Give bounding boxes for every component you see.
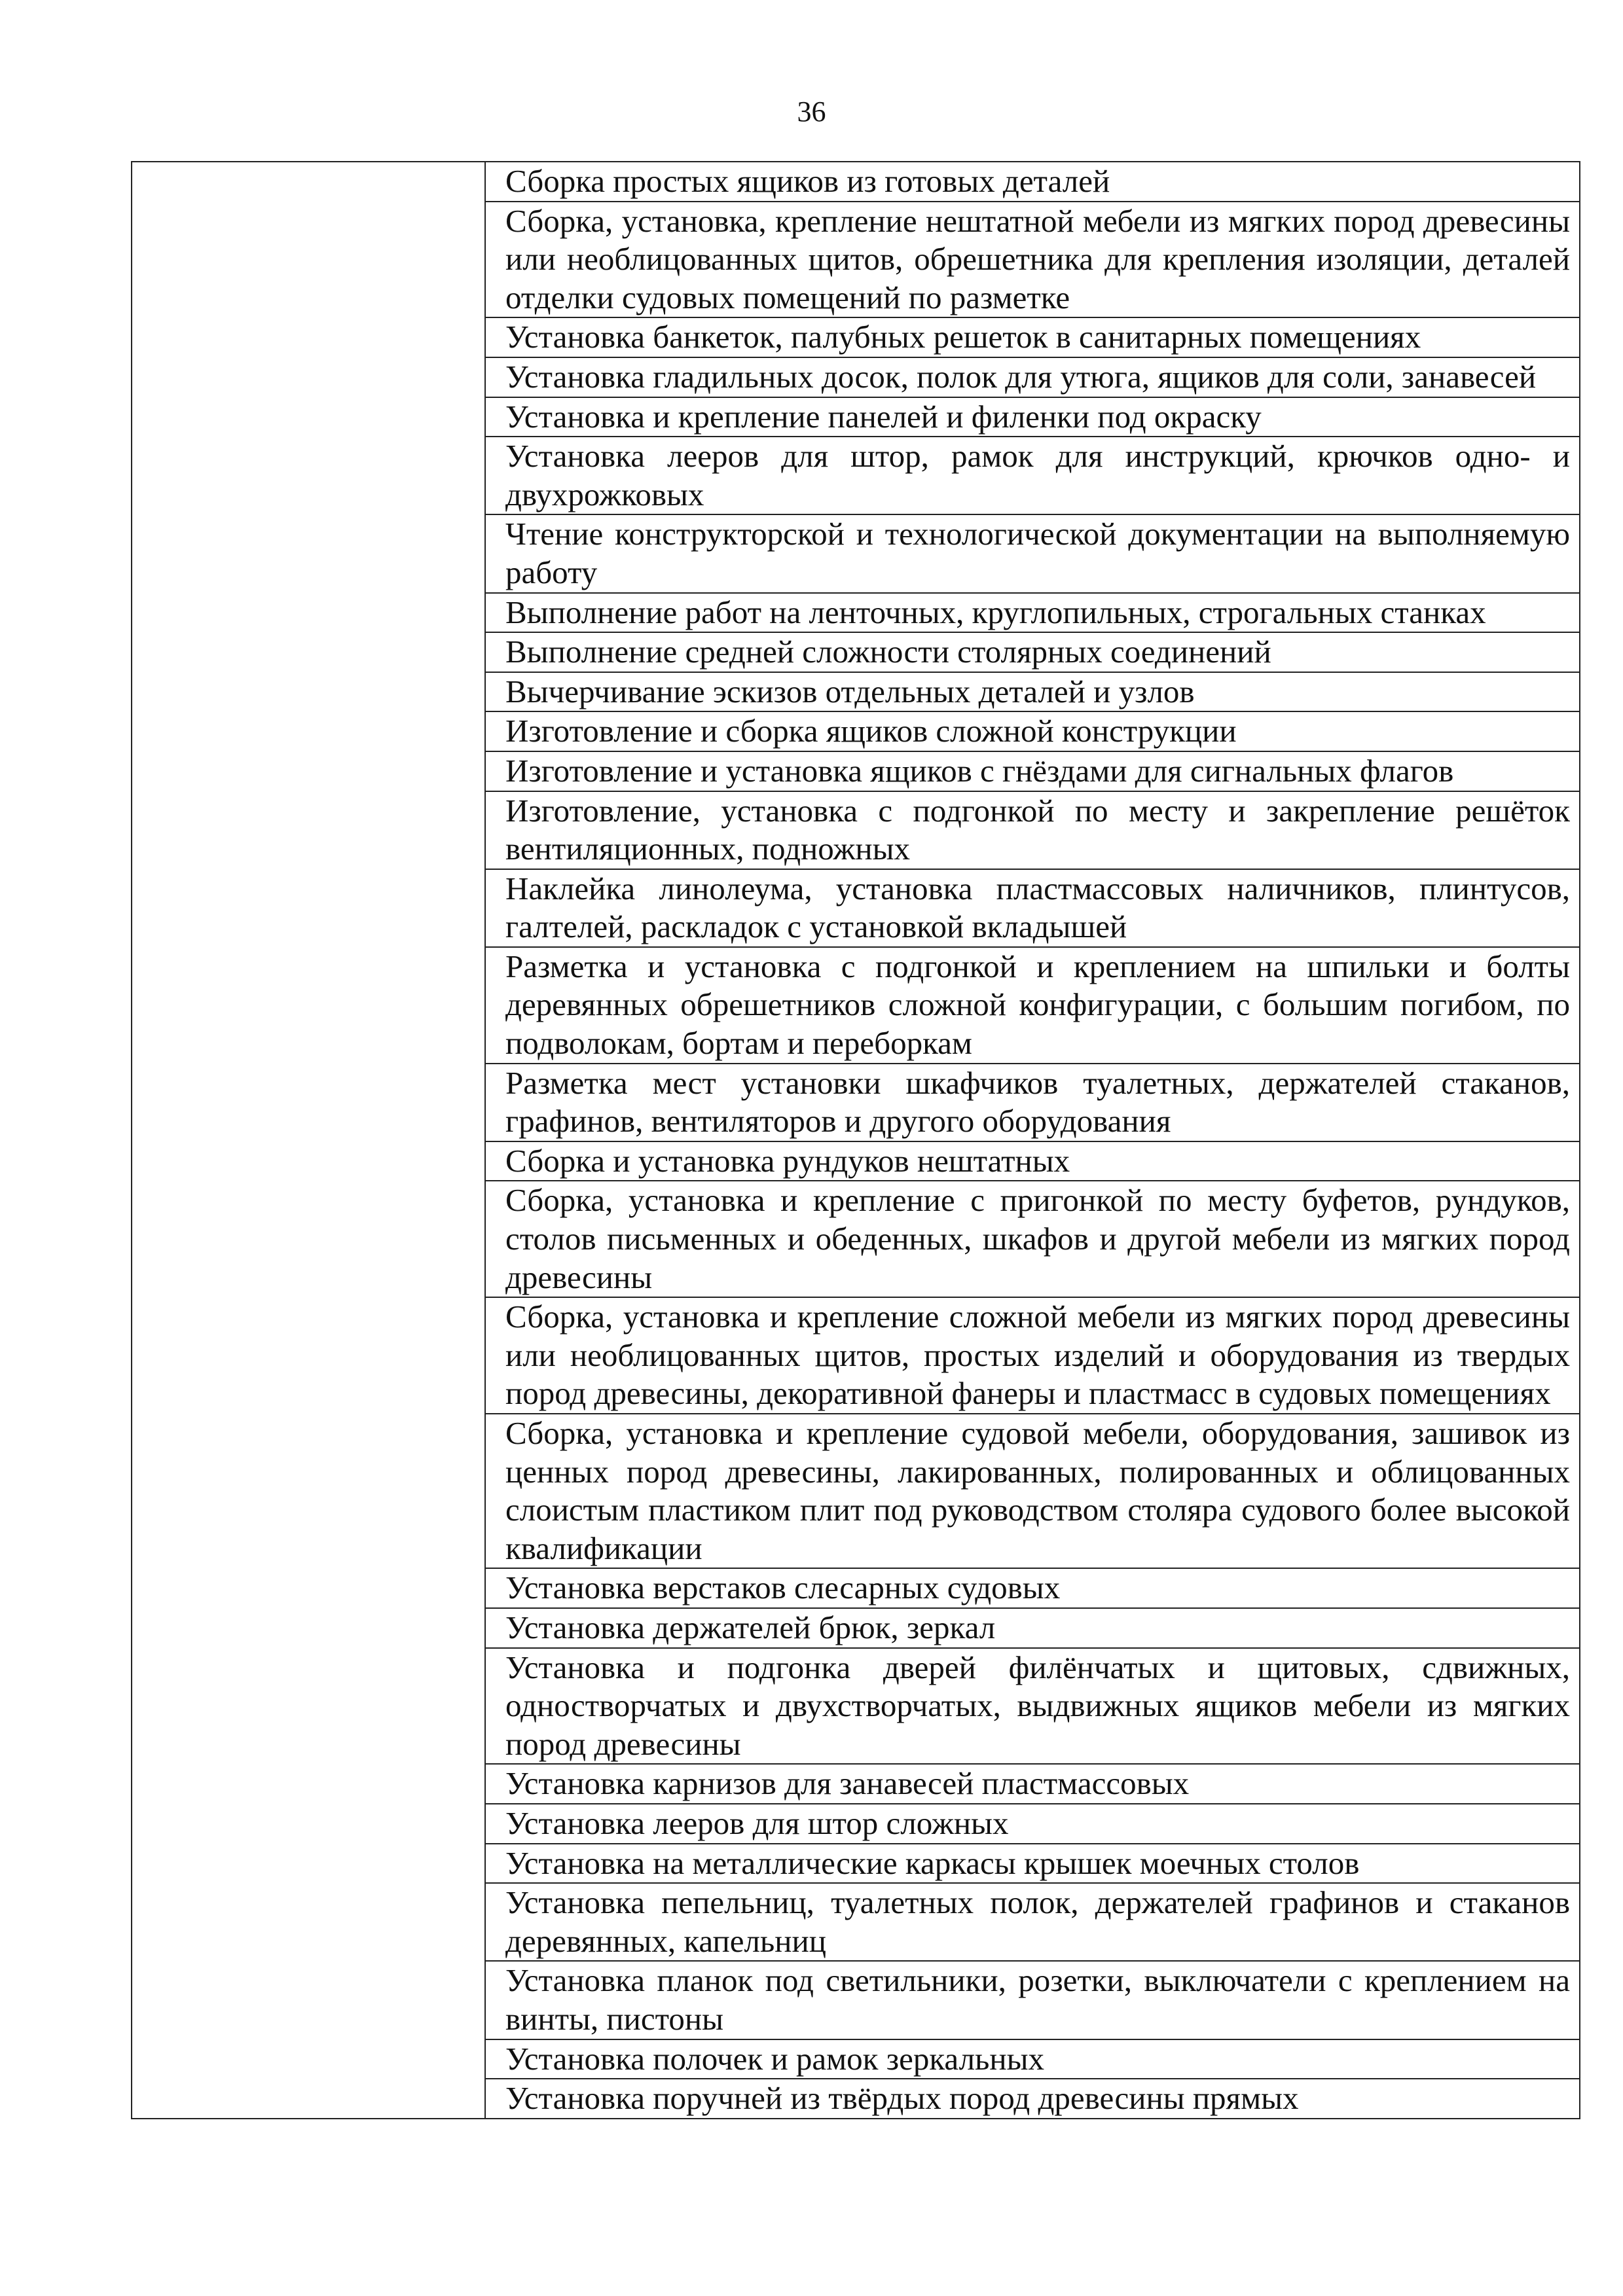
work-item-text: Выполнение работ на ленточных, круглопильных, строгальных станках <box>505 594 1486 630</box>
table-body <box>132 162 1580 2119</box>
work-item-cell <box>485 672 1580 712</box>
work-item-cell <box>485 711 1580 751</box>
work-item-text: Установка полочек и рамок зеркальных <box>505 2040 1045 2077</box>
work-item-text: Вычерчивание эскизов отдельных деталей и узлов <box>505 673 1195 709</box>
work-item-cell <box>485 162 1580 202</box>
work-item-text: Установка банкеток, палубных решеток в санитарных помещениях <box>505 319 1421 355</box>
work-item-text: Установка и крепление панелей и филенки под окраску <box>505 398 1262 435</box>
work-item-text: Установка поручней из твёрдых пород древесины прямых <box>505 2080 1299 2117</box>
work-item-cell <box>485 947 1580 1064</box>
work-item-text: Установка держателей брюк, зеркал <box>505 1609 996 1645</box>
work-item-text: Установка пепельниц, туалетных полок, держателей графинов и стаканов деревянных, капельниц <box>505 1884 1570 1959</box>
work-item-text: Установка и подгонка дверей филёнчатых и щитовых, сдвижных, одностворчатых и двухстворчатых, выдвижных ящиков мебели из мягких пород древесины <box>505 1649 1570 1762</box>
work-item-text: Наклейка линолеума, установка пластмассовых наличников, плинтусов, галтелей, раскладок с установкой вкладышей <box>505 870 1570 945</box>
work-item-text: Чтение конструкторской и технологической документации на выполняемую работу <box>505 516 1570 590</box>
work-item-cell <box>485 751 1580 791</box>
work-item-text: Установка на металлические каркасы крышек моечных столов <box>505 1844 1360 1881</box>
table-row <box>132 162 1580 202</box>
work-item-text: Разметка мест установки шкафчиков туалетных, держателей стаканов, графинов, вентиляторов и другого оборудования <box>505 1064 1570 1139</box>
work-item-text: Установка гладильных досок, полок для утюга, ящиков для соли, занавесей <box>505 358 1537 395</box>
work-item-cell <box>485 869 1580 947</box>
work-item-text: Сборка и установка рундуков нештатных <box>505 1142 1070 1179</box>
work-item-text: Сборка, установка и крепление сложной мебели из мягких пород древесины или необлицованных щитов, простых изделий и оборудования из твердых пород древесины, декоративной фанеры и пластмасс в судовых помещениях <box>505 1299 1570 1412</box>
work-item-text: Выполнение средней сложности столярных соединений <box>505 634 1271 670</box>
work-item-cell <box>485 1141 1580 1181</box>
work-item-text: Изготовление и сборка ящиков сложной конструкции <box>505 713 1237 749</box>
work-item-cell <box>485 397 1580 437</box>
work-item-cell <box>485 437 1580 514</box>
work-item-text: Установка планок под светильники, розетки, выключатели с креплением на винты, пистоны <box>505 1962 1570 2037</box>
work-item-text: Сборка, установка, крепление нештатной мебели из мягких пород древесины или необлицованных щитов, обрешетника для крепления изоляции, деталей отделки судовых помещений по разметке <box>505 202 1570 315</box>
work-item-text: Установка лееров для штор, рамок для инструкций, крючков одно- и двухрожковых <box>505 438 1570 512</box>
work-item-text: Сборка, установка и крепление с пригонкой по месту буфетов, рундуков, столов письменных и обеденных, шкафов и другой мебели из мягких пород древесины <box>505 1182 1570 1295</box>
work-item-cell <box>485 1568 1580 1608</box>
work-item-cell <box>485 1297 1580 1414</box>
work-items-table <box>131 161 1580 2119</box>
work-item-cell <box>485 1414 1580 1568</box>
work-item-cell <box>485 1844 1580 1884</box>
work-item-text: Установка лееров для штор сложных <box>505 1804 1009 1841</box>
work-item-cell <box>485 317 1580 357</box>
page-number: 36 <box>797 96 826 128</box>
work-item-text: Сборка простых ящиков из готовых деталей <box>505 163 1110 199</box>
left-column-cell <box>132 162 485 2119</box>
work-item-text: Изготовление и установка ящиков с гнёздами для сигнальных флагов <box>505 752 1454 789</box>
work-item-cell <box>485 1181 1580 1297</box>
work-item-cell <box>485 357 1580 397</box>
work-item-cell <box>485 1883 1580 1961</box>
work-item-cell <box>485 1804 1580 1844</box>
work-item-cell <box>485 1064 1580 1141</box>
work-item-text: Разметка и установка с подгонкой и креплением на шпильки и болты деревянных обрешетников сложной конфигурации, с большим погибом, по подволокам, бортам и переборкам <box>505 948 1570 1062</box>
work-item-text: Сборка, установка и крепление судовой мебели, оборудования, зашивок из ценных пород древесины, лакированных, полированных и облицованных слоистым пластиком плит под руководством столяра судового более высокой квалификации <box>505 1415 1570 1566</box>
work-item-cell <box>485 632 1580 672</box>
work-item-cell <box>485 2039 1580 2079</box>
work-item-text: Изготовление, установка с подгонкой по месту и закрепление решёток вентиляционных, подножных <box>505 792 1570 867</box>
work-item-cell <box>485 791 1580 869</box>
work-item-cell <box>485 2079 1580 2119</box>
work-item-cell <box>485 514 1580 592</box>
work-item-text: Установка верстаков слесарных судовых <box>505 1570 1061 1606</box>
work-item-cell <box>485 1764 1580 1804</box>
work-item-cell <box>485 202 1580 318</box>
work-item-cell <box>485 593 1580 633</box>
work-item-cell <box>485 1648 1580 1765</box>
work-item-cell <box>485 1608 1580 1648</box>
work-item-cell <box>485 1961 1580 2039</box>
work-item-text: Установка карнизов для занавесей пластмассовых <box>505 1765 1190 1802</box>
